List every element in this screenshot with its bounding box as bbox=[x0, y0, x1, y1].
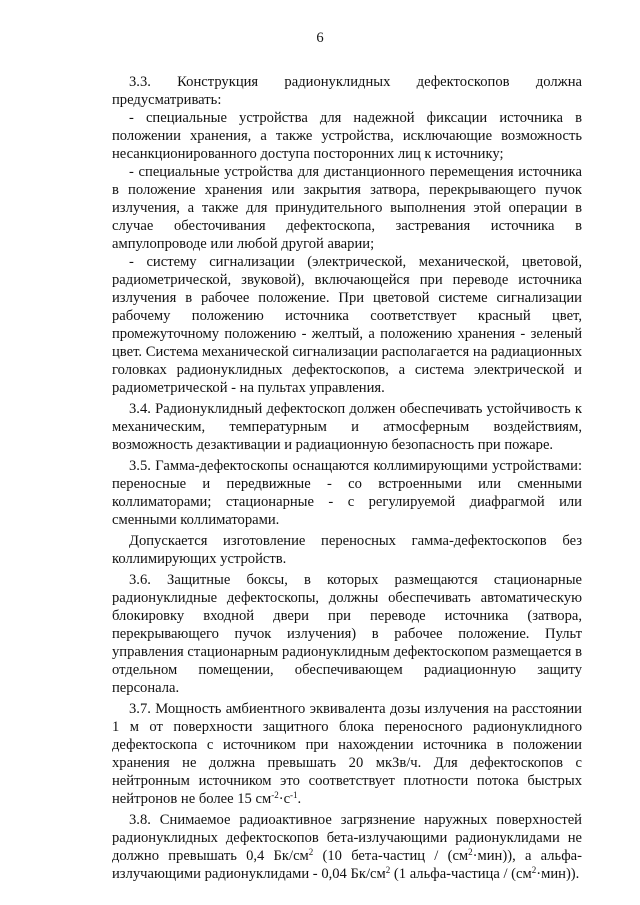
paragraph-3-8 bbox=[112, 811, 582, 883]
paragraph-3-8-text-e: ·мин)). bbox=[536, 866, 580, 882]
superscript-2: 2 bbox=[468, 847, 473, 857]
paragraph-3-8-text-c: ·мин)), а альфа-излучающими радионуклидами - 0,04 Бк/см bbox=[112, 848, 582, 882]
paragraph-3-5-note: Допускается изготовление переносных гамма-дефектоскопов без коллимирующих устройств. bbox=[112, 533, 582, 567]
paragraph-3-4: 3.4. Радионуклидный дефектоскоп должен обеспечивать устойчивость к механическим, температурным и атмосферным воздействиям, возможность дезактивации и радиационную безопасность при пожаре. bbox=[112, 401, 582, 453]
paragraph-3-5: 3.5. Гамма-дефектоскопы оснащаются коллимирующими устройствами: переносные и передвижные - со встроенными или сменными коллиматорами; стационарные - с регулируемой диафрагмой или сменными коллиматорами. bbox=[112, 458, 582, 528]
superscript-minus-1: -1 bbox=[290, 790, 298, 800]
unit-text-s: ·с bbox=[278, 791, 291, 807]
paragraph-3-6: 3.6. Защитные боксы, в которых размещаются стационарные радионуклидные дефектоскопы, должны обеспечивать автоматическую блокировку входной двери при переводе источника (затвора, перекрывающего пучок излучения) в рабочее положение. Пульт управления стационарным радионуклидным дефектоскопом размещается в отдельном помещении, обеспечивающем радиационную защиту персонала. bbox=[112, 572, 582, 696]
paragraph-3-8-text-a: 3.8. Снимаемое радиоактивное загрязнение наружных поверхностей радионуклидных дефектоскопов бета-излучающими радионуклидами не должно превышать 0,4 Бк/см bbox=[112, 812, 582, 864]
superscript-2: 2 bbox=[385, 865, 391, 875]
paragraph-3-3-item-signaling: - систему сигнализации (электрической, механической, цветовой, радиометрической, звуковой), включающейся при переводе источника излучения в рабочее положение. При цветовой системе сигнализации рабочему положению источника соответствует красный цвет, промежуточному положению - желтый, а положению хранения - зеленый цвет. Система механической сигнализации располагается на радиационных головках радионуклидных дефектоскопов, а система электрической и радиометрической - на пультах управления. bbox=[112, 254, 582, 396]
paragraph-3-3-item-remote-movement: - специальные устройства для дистанционного перемещения источника в положение хранения или закрытия затвора, перекрывающего пучок излучения, а также для принудительного выполнения этой операции в случае обесточивания дефектоскопа, застревания источника в ампулопроводе или любой другой аварии; bbox=[112, 164, 582, 252]
page-number: 6 bbox=[316, 30, 324, 46]
paragraph-3-3-item-fixation: - специальные устройства для надежной фиксации источника в положении хранения, а также устройства, исключающие возможность несанкционированного доступа посторонних лиц к источнику; bbox=[112, 110, 582, 162]
paragraph-3-3-heading: 3.3. Конструкция радионуклидных дефектоскопов должна предусматривать: bbox=[112, 74, 582, 108]
paragraph-3-7-text: 3.7. Мощность амбиентного эквивалента дозы излучения на расстоянии 1 м от поверхности защитного блока переносного радионуклидного дефектоскопа с источником при нахождении источника в положении хранения не должна превышать 20 мкЗв/ч. Для дефектоскопов с нейтронным источником это соответствует плотности потока быстрых нейтронов не более 15 см bbox=[112, 701, 582, 807]
superscript-minus-2: -2 bbox=[271, 790, 279, 800]
sentence-period: . bbox=[297, 791, 302, 807]
paragraph-3-8-text-d: (1 альфа-частица / (см bbox=[390, 866, 532, 882]
paragraph-3-8-text-b: (10 бета-частиц / (см bbox=[313, 848, 469, 864]
document-body bbox=[112, 73, 582, 883]
superscript-2: 2 bbox=[531, 865, 537, 875]
superscript-2: 2 bbox=[308, 847, 314, 857]
paragraph-3-7 bbox=[112, 700, 582, 808]
